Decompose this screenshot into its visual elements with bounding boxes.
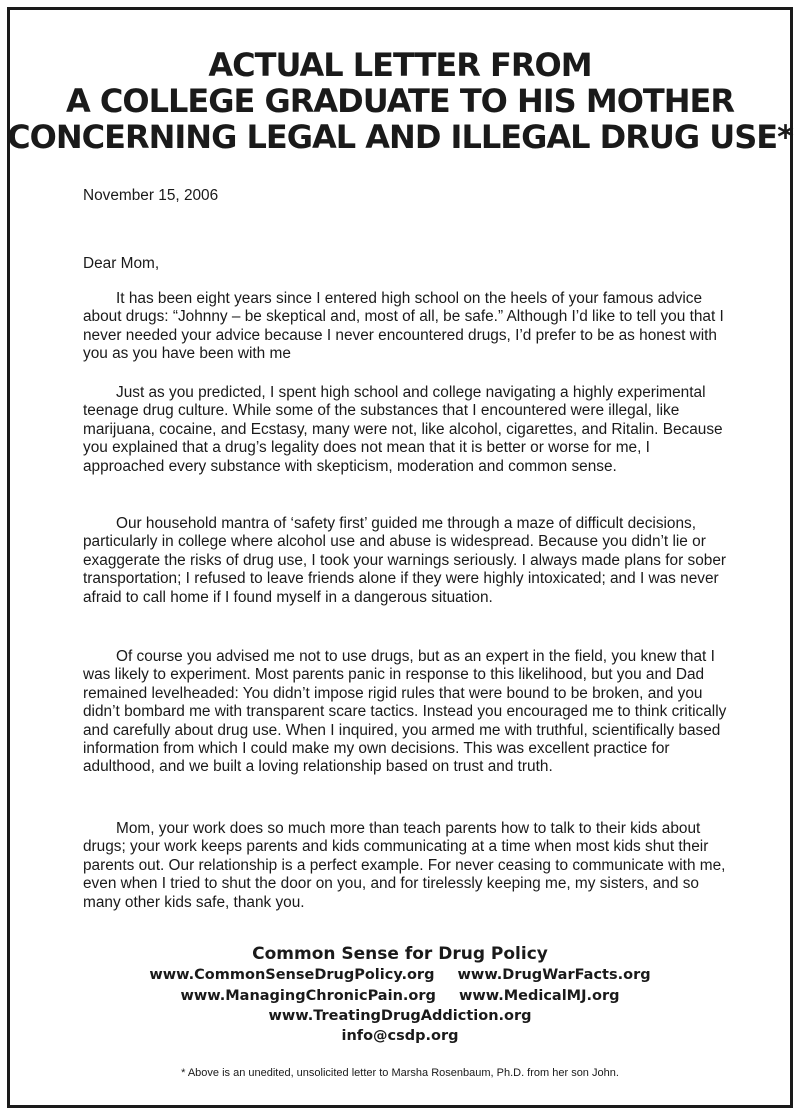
letter-paragraph-5: Mom, your work does so much more than teach parents how to talk to their kids about drugs; your work keeps parents and kids communicating at a time when most kids shut their parents out. Our relationship is a perfect example. For never ceasing to communicate with me, even when I tried to shut the door on you, and for tirelessly keeping me, my sisters, and so many other kids safe, thank you. bbox=[83, 820, 726, 911]
letter-paragraph-2: Just as you predicted, I spent high school and college navigating a highly experimental teenage drug culture. While some of the substances that I encountered were illegal, like marijuana, cocaine, and Ecstasy, many were not, like alcohol, cigarettes, and Ritalin. Because you explained that a drug’s legality does not mean that it is better or worse for me, I approached every substance with skepticism, moderation and common sense. bbox=[83, 384, 723, 475]
website-link-medicalmj[interactable]: www.MedicalMJ.org bbox=[458, 988, 620, 1004]
letter-paragraph-3: Our household mantra of ‘safety first’ guided me through a maze of difficult decisions, particularly in college where alcohol use and abuse is widespread. Because you didn’t lie or exaggerate the risks of drug use, I took your warnings seriously. I always made plans for sober transportation; I refused to leave friends alone if they were highly intoxicated; and I was never afraid to call home if I found myself in a dangerous situation. bbox=[83, 515, 727, 606]
title-line-1: ACTUAL LETTER FROM bbox=[208, 46, 592, 84]
footnote: * Above is an unedited, unsolicited letter to Marsha Rosenbaum, Ph.D. from her son John. bbox=[181, 1067, 619, 1079]
website-row-2 bbox=[0, 988, 800, 1004]
email-link[interactable]: info@csdp.org bbox=[341, 1028, 459, 1044]
title-line-2: A COLLEGE GRADUATE TO HIS MOTHER bbox=[65, 82, 735, 120]
page-title bbox=[0, 47, 800, 155]
website-link-chronicpain[interactable]: www.ManagingChronicPain.org bbox=[180, 988, 436, 1004]
letter-greeting: Dear Mom, bbox=[83, 255, 160, 272]
organization-name: Common Sense for Drug Policy bbox=[252, 944, 548, 964]
letter-paragraph-4: Of course you advised me not to use drugs, but as an expert in the field, you knew that I was likely to experiment. Most parents panic in response to this likelihood, but you and Dad remained levelheaded: You didn’t impose rigid rules that were bound to be broken, and you didn’t bombard me with transparent scare tactics. Instead you encouraged me to think critically and carefully about drug use. When I inquired, you armed me with truthful, scientifically based information from which I could make my own decisions. This was excellent practice for adulthood, and we built a loving relationship based on trust and truth. bbox=[83, 648, 727, 776]
letter-paragraph-1: It has been eight years since I entered high school on the heels of your famous advice about drugs: “Johnny – be skeptical and, most of all, be safe.” Although I’d like to tell you that I never needed your advice because I never encountered drugs, I’d prefer to be as honest with you as you have been with me bbox=[83, 290, 724, 363]
title-line-3: CONCERNING LEGAL AND ILLEGAL DRUG USE* bbox=[7, 118, 793, 156]
website-link-drugwarfacts[interactable]: www.DrugWarFacts.org bbox=[457, 967, 651, 983]
website-link-treatingaddiction[interactable]: www.TreatingDrugAddiction.org bbox=[268, 1008, 532, 1024]
letter-date: November 15, 2006 bbox=[83, 187, 219, 204]
website-row-1 bbox=[0, 967, 800, 983]
website-link-commonsense[interactable]: www.CommonSenseDrugPolicy.org bbox=[149, 967, 435, 983]
